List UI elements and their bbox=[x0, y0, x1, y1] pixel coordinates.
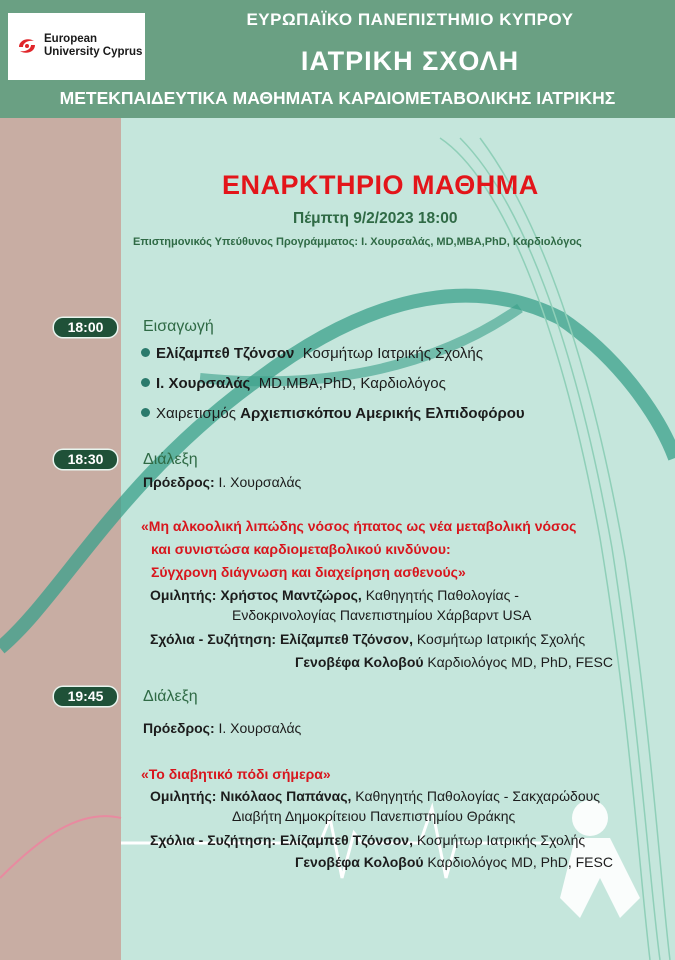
session3-speaker-role2: Διαβήτη Δημοκρίτειου Πανεπιστημίου Θράκης bbox=[232, 808, 516, 824]
speaker-role: Καθηγητής Παθολογίας - Σακχαρώδους bbox=[355, 788, 601, 804]
discussant-role: Καρδιολόγος MD, PhD, FESC bbox=[427, 854, 613, 870]
discussant-role: Κοσμήτωρ Ιατρικής Σχολής bbox=[416, 832, 586, 848]
speaker-name: Νικόλαος Παπάνας, bbox=[220, 788, 352, 804]
speaker-role: Κοσμήτωρ Ιατρικής Σχολής bbox=[302, 345, 483, 362]
session2-talk-line2: και συνιστώσα καρδιομεταβολικού κινδύνου: bbox=[151, 541, 451, 557]
chair-name: Ι. Χουρσαλάς bbox=[218, 474, 302, 490]
greeting-prefix: Χαιρετισμός bbox=[156, 405, 236, 422]
discussant-name: Γενοβέφα Κολοβού bbox=[295, 654, 424, 670]
session1-item-3 bbox=[141, 405, 525, 422]
session3-talk: «Το διαβητικό πόδι σήμερα» bbox=[141, 766, 331, 782]
chair-label: Πρόεδρος: bbox=[143, 474, 215, 490]
discussant-role: Κοσμήτωρ Ιατρικής Σχολής bbox=[416, 631, 586, 647]
speaker-role: MD,MBA,PhD, Καρδιολόγος bbox=[258, 375, 446, 392]
session2-speaker bbox=[150, 587, 519, 603]
session3-speaker bbox=[150, 788, 600, 804]
time-badge-1800: 18:00 bbox=[54, 318, 117, 337]
speaker-name: Ι. Χουρσαλάς bbox=[156, 375, 251, 392]
speaker-name: Αρχιεπισκόπου Αμερικής Ελπιδοφόρου bbox=[240, 405, 525, 422]
discussant-name: Ελίζαμπεθ Τζόνσον, bbox=[279, 832, 413, 848]
discussion-label: Σχόλια - Συζήτηση: bbox=[150, 631, 277, 647]
event-title: ΕΝΑΡΚΤΗΡΙΟ ΜΑΘΗΜΑ bbox=[222, 170, 539, 200]
session1-item-1 bbox=[141, 345, 483, 362]
bullet-dot-icon bbox=[141, 348, 150, 357]
session2-speaker-role2: Ενδοκρινολογίας Πανεπιστημίου Χάρβαρντ USA bbox=[232, 607, 532, 623]
school-name: ΙΑΤΡΙΚΗ ΣΧΟΛΗ bbox=[300, 46, 520, 76]
speaker-role: Καθηγητής Παθολογίας - bbox=[365, 587, 519, 603]
program-responsible: Επιστημονικός Υπεύθυνος Προγράμματος: Ι. Χουρσαλάς, MD,MBA,PhD, Καρδιολόγος bbox=[133, 236, 582, 248]
discussant-name: Γενοβέφα Κολοβού bbox=[295, 854, 424, 870]
session3-heading: Διάλεξη bbox=[143, 688, 198, 705]
header-banner bbox=[0, 0, 675, 118]
session3-discussion-2 bbox=[295, 854, 613, 870]
session1-heading: Εισαγωγή bbox=[143, 318, 214, 335]
session2-discussion-2 bbox=[295, 654, 613, 670]
university-name: ΕΥΡΩΠΑΪΚΟ ΠΑΝΕΠΙΣΤΗΜΙΟ ΚΥΠΡΟΥ bbox=[246, 10, 574, 29]
discussant-role: Καρδιολόγος MD, PhD, FESC bbox=[427, 654, 613, 670]
time-badge-1945: 19:45 bbox=[54, 687, 117, 706]
bullet-dot-icon bbox=[141, 378, 150, 387]
session2-heading: Διάλεξη bbox=[143, 451, 198, 468]
courses-title: ΜΕΤΕΚΠΑΙΔΕΥΤΙΚΑ ΜΑΘΗΜΑΤΑ ΚΑΡΔΙΟΜΕΤΑΒΟΛΙΚΗΣ ΙΑΤΡΙΚΗΣ bbox=[59, 88, 616, 108]
logo-line1: European bbox=[44, 33, 98, 45]
session3-discussion-1 bbox=[150, 832, 585, 848]
chair-label: Πρόεδρος: bbox=[143, 720, 215, 736]
session2-talk-line3: Σύγχρονη διάγνωση και διαχείρηση ασθενούς» bbox=[151, 564, 466, 580]
logo-line2: University Cyprus bbox=[44, 46, 143, 58]
session2-chair bbox=[143, 474, 301, 490]
event-date: Πέμπτη 9/2/2023 18:00 bbox=[293, 210, 458, 227]
logo-mark-icon bbox=[16, 35, 38, 57]
speaker-label: Ομιλητής: bbox=[150, 788, 217, 804]
logo-text bbox=[44, 33, 142, 59]
bullet-dot-icon bbox=[141, 408, 150, 417]
university-logo bbox=[8, 13, 145, 80]
session1-item-2 bbox=[141, 375, 446, 392]
time-badge-1830: 18:30 bbox=[54, 450, 117, 469]
session2-talk-line1: «Μη αλκοολική λιπώδης νόσος ήπατος ως νέα μεταβολική νόσος bbox=[141, 518, 577, 534]
speaker-label: Ομιλητής: bbox=[150, 587, 217, 603]
session3-chair bbox=[143, 720, 301, 736]
discussion-label: Σχόλια - Συζήτηση: bbox=[150, 832, 277, 848]
speaker-name: Ελίζαμπεθ Τζόνσον bbox=[156, 345, 295, 362]
session2-discussion-1 bbox=[150, 631, 585, 647]
speaker-name: Χρήστος Μαντζώρος, bbox=[220, 587, 362, 603]
chair-name: Ι. Χουρσαλάς bbox=[218, 720, 302, 736]
discussant-name: Ελίζαμπεθ Τζόνσον, bbox=[279, 631, 413, 647]
